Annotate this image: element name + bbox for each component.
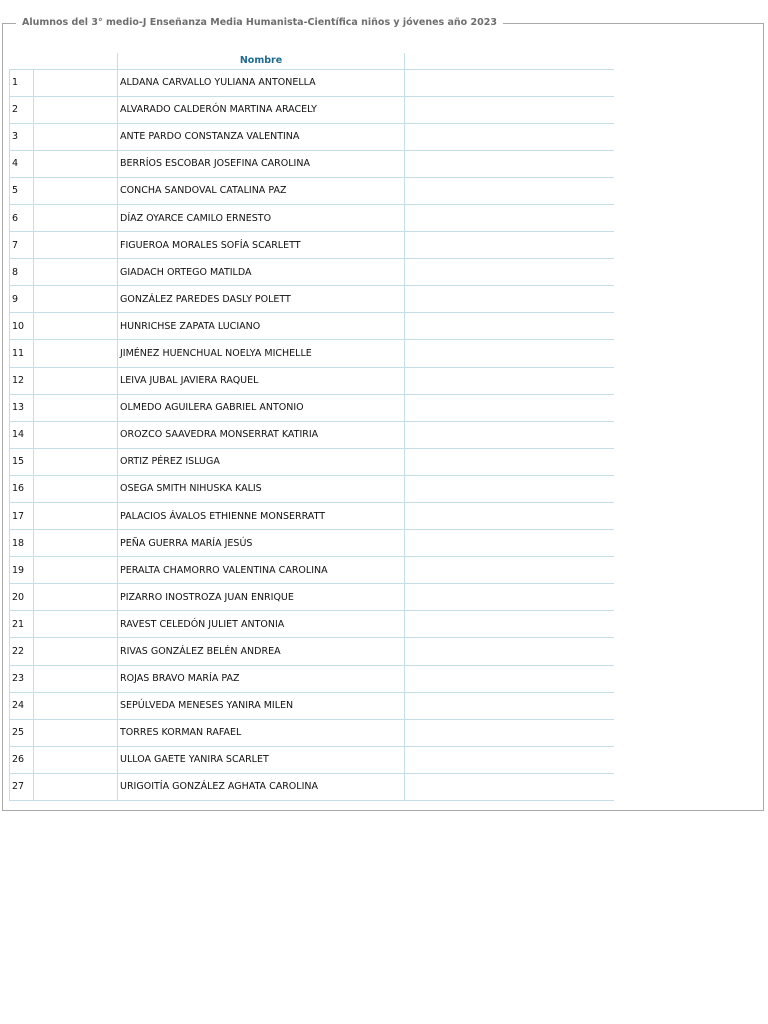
table-row — [10, 611, 614, 638]
row-extra — [405, 123, 614, 150]
table-row — [10, 96, 614, 123]
row-number: 12 — [10, 367, 34, 394]
header-name: Nombre — [118, 53, 405, 69]
row-number: 21 — [10, 611, 34, 638]
table-row — [10, 286, 614, 313]
row-extra — [405, 448, 614, 475]
row-name: TORRES KORMAN RAFAEL — [118, 719, 405, 746]
row-name: JIMÉNEZ HUENCHUAL NOELYA MICHELLE — [118, 340, 405, 367]
table-header-row — [10, 53, 614, 69]
table-row — [10, 340, 614, 367]
row-number: 27 — [10, 773, 34, 800]
row-number: 13 — [10, 394, 34, 421]
row-name: HUNRICHSE ZAPATA LUCIANO — [118, 313, 405, 340]
row-code — [34, 773, 118, 800]
row-number: 10 — [10, 313, 34, 340]
row-name: GIADACH ORTEGO MATILDA — [118, 259, 405, 286]
row-name: ULLOA GAETE YANIRA SCARLET — [118, 746, 405, 773]
row-name: DÍAZ OYARCE CAMILO ERNESTO — [118, 204, 405, 231]
row-number: 9 — [10, 286, 34, 313]
header-extra — [405, 53, 614, 69]
row-number: 17 — [10, 503, 34, 530]
row-name: LEIVA JUBAL JAVIERA RAQUEL — [118, 367, 405, 394]
row-name: RAVEST CELEDÓN JULIET ANTONIA — [118, 611, 405, 638]
row-extra — [405, 503, 614, 530]
row-extra — [405, 638, 614, 665]
row-extra — [405, 475, 614, 502]
row-name: PIZARRO INOSTROZA JUAN ENRIQUE — [118, 584, 405, 611]
table-row — [10, 746, 614, 773]
row-code — [34, 394, 118, 421]
row-name: PALACIOS ÁVALOS ETHIENNE MONSERRATT — [118, 503, 405, 530]
table-row — [10, 313, 614, 340]
table-row — [10, 177, 614, 204]
header-blank — [34, 53, 118, 69]
row-number: 3 — [10, 123, 34, 150]
row-name: CONCHA SANDOVAL CATALINA PAZ — [118, 177, 405, 204]
row-name: OLMEDO AGUILERA GABRIEL ANTONIO — [118, 394, 405, 421]
row-extra — [405, 421, 614, 448]
row-code — [34, 557, 118, 584]
table-row — [10, 367, 614, 394]
row-name: BERRÍOS ESCOBAR JOSEFINA CAROLINA — [118, 150, 405, 177]
row-name: ROJAS BRAVO MARÍA PAZ — [118, 665, 405, 692]
fieldset-legend: Alumnos del 3° medio-J Enseñanza Media Humanista-Científica niños y jóvenes año 2023 — [16, 15, 503, 31]
row-number: 2 — [10, 96, 34, 123]
row-name: FIGUEROA MORALES SOFÍA SCARLETT — [118, 232, 405, 259]
row-extra — [405, 746, 614, 773]
row-extra — [405, 204, 614, 231]
row-extra — [405, 719, 614, 746]
row-code — [34, 746, 118, 773]
row-number: 19 — [10, 557, 34, 584]
row-name: RIVAS GONZÁLEZ BELÉN ANDREA — [118, 638, 405, 665]
row-code — [34, 313, 118, 340]
row-name: SEPÚLVEDA MENESES YANIRA MILEN — [118, 692, 405, 719]
row-number: 22 — [10, 638, 34, 665]
row-extra — [405, 69, 614, 96]
table-row — [10, 123, 614, 150]
row-name: PEÑA GUERRA MARÍA JESÚS — [118, 530, 405, 557]
row-extra — [405, 665, 614, 692]
row-number: 18 — [10, 530, 34, 557]
row-code — [34, 367, 118, 394]
table-row — [10, 557, 614, 584]
row-number: 6 — [10, 204, 34, 231]
table-row — [10, 232, 614, 259]
row-number: 24 — [10, 692, 34, 719]
row-extra — [405, 232, 614, 259]
row-name: ALVARADO CALDERÓN MARTINA ARACELY — [118, 96, 405, 123]
row-extra — [405, 177, 614, 204]
row-number: 25 — [10, 719, 34, 746]
row-number: 5 — [10, 177, 34, 204]
header-number — [10, 53, 34, 69]
row-code — [34, 638, 118, 665]
row-code — [34, 719, 118, 746]
table-row — [10, 421, 614, 448]
row-code — [34, 96, 118, 123]
table-row — [10, 719, 614, 746]
row-extra — [405, 611, 614, 638]
table-body — [10, 69, 614, 801]
table-row — [10, 530, 614, 557]
row-name: ANTE PARDO CONSTANZA VALENTINA — [118, 123, 405, 150]
row-code — [34, 475, 118, 502]
table-row — [10, 448, 614, 475]
table-row — [10, 503, 614, 530]
row-name: OSEGA SMITH NIHUSKA KALIS — [118, 475, 405, 502]
row-number: 26 — [10, 746, 34, 773]
row-code — [34, 286, 118, 313]
row-name: ALDANA CARVALLO YULIANA ANTONELLA — [118, 69, 405, 96]
row-number: 14 — [10, 421, 34, 448]
table-row — [10, 773, 614, 800]
row-code — [34, 69, 118, 96]
row-name: PERALTA CHAMORRO VALENTINA CAROLINA — [118, 557, 405, 584]
row-code — [34, 123, 118, 150]
row-code — [34, 448, 118, 475]
row-extra — [405, 340, 614, 367]
row-extra — [405, 773, 614, 800]
row-number: 4 — [10, 150, 34, 177]
row-extra — [405, 367, 614, 394]
row-code — [34, 611, 118, 638]
row-code — [34, 177, 118, 204]
row-extra — [405, 530, 614, 557]
row-extra — [405, 96, 614, 123]
table-row — [10, 475, 614, 502]
table-row — [10, 259, 614, 286]
row-name: GONZÁLEZ PAREDES DASLY POLETT — [118, 286, 405, 313]
row-extra — [405, 286, 614, 313]
row-code — [34, 232, 118, 259]
row-code — [34, 204, 118, 231]
row-code — [34, 259, 118, 286]
row-number: 23 — [10, 665, 34, 692]
row-name: OROZCO SAAVEDRA MONSERRAT KATIRIA — [118, 421, 405, 448]
table-row — [10, 638, 614, 665]
row-name: URIGOITÍA GONZÁLEZ AGHATA CAROLINA — [118, 773, 405, 800]
row-extra — [405, 557, 614, 584]
row-extra — [405, 692, 614, 719]
row-code — [34, 340, 118, 367]
table-row — [10, 394, 614, 421]
table-row — [10, 69, 614, 96]
row-code — [34, 150, 118, 177]
row-name: ORTIZ PÉREZ ISLUGA — [118, 448, 405, 475]
row-extra — [405, 394, 614, 421]
table-row — [10, 692, 614, 719]
table-row — [10, 665, 614, 692]
table-row — [10, 204, 614, 231]
row-extra — [405, 313, 614, 340]
row-number: 15 — [10, 448, 34, 475]
row-code — [34, 665, 118, 692]
row-code — [34, 503, 118, 530]
row-code — [34, 530, 118, 557]
row-number: 7 — [10, 232, 34, 259]
row-number: 16 — [10, 475, 34, 502]
row-extra — [405, 150, 614, 177]
row-extra — [405, 584, 614, 611]
row-number: 1 — [10, 69, 34, 96]
students-table — [9, 53, 614, 801]
row-code — [34, 421, 118, 448]
row-number: 20 — [10, 584, 34, 611]
row-extra — [405, 259, 614, 286]
row-number: 11 — [10, 340, 34, 367]
row-code — [34, 584, 118, 611]
row-code — [34, 692, 118, 719]
table-row — [10, 584, 614, 611]
row-number: 8 — [10, 259, 34, 286]
table-row — [10, 150, 614, 177]
